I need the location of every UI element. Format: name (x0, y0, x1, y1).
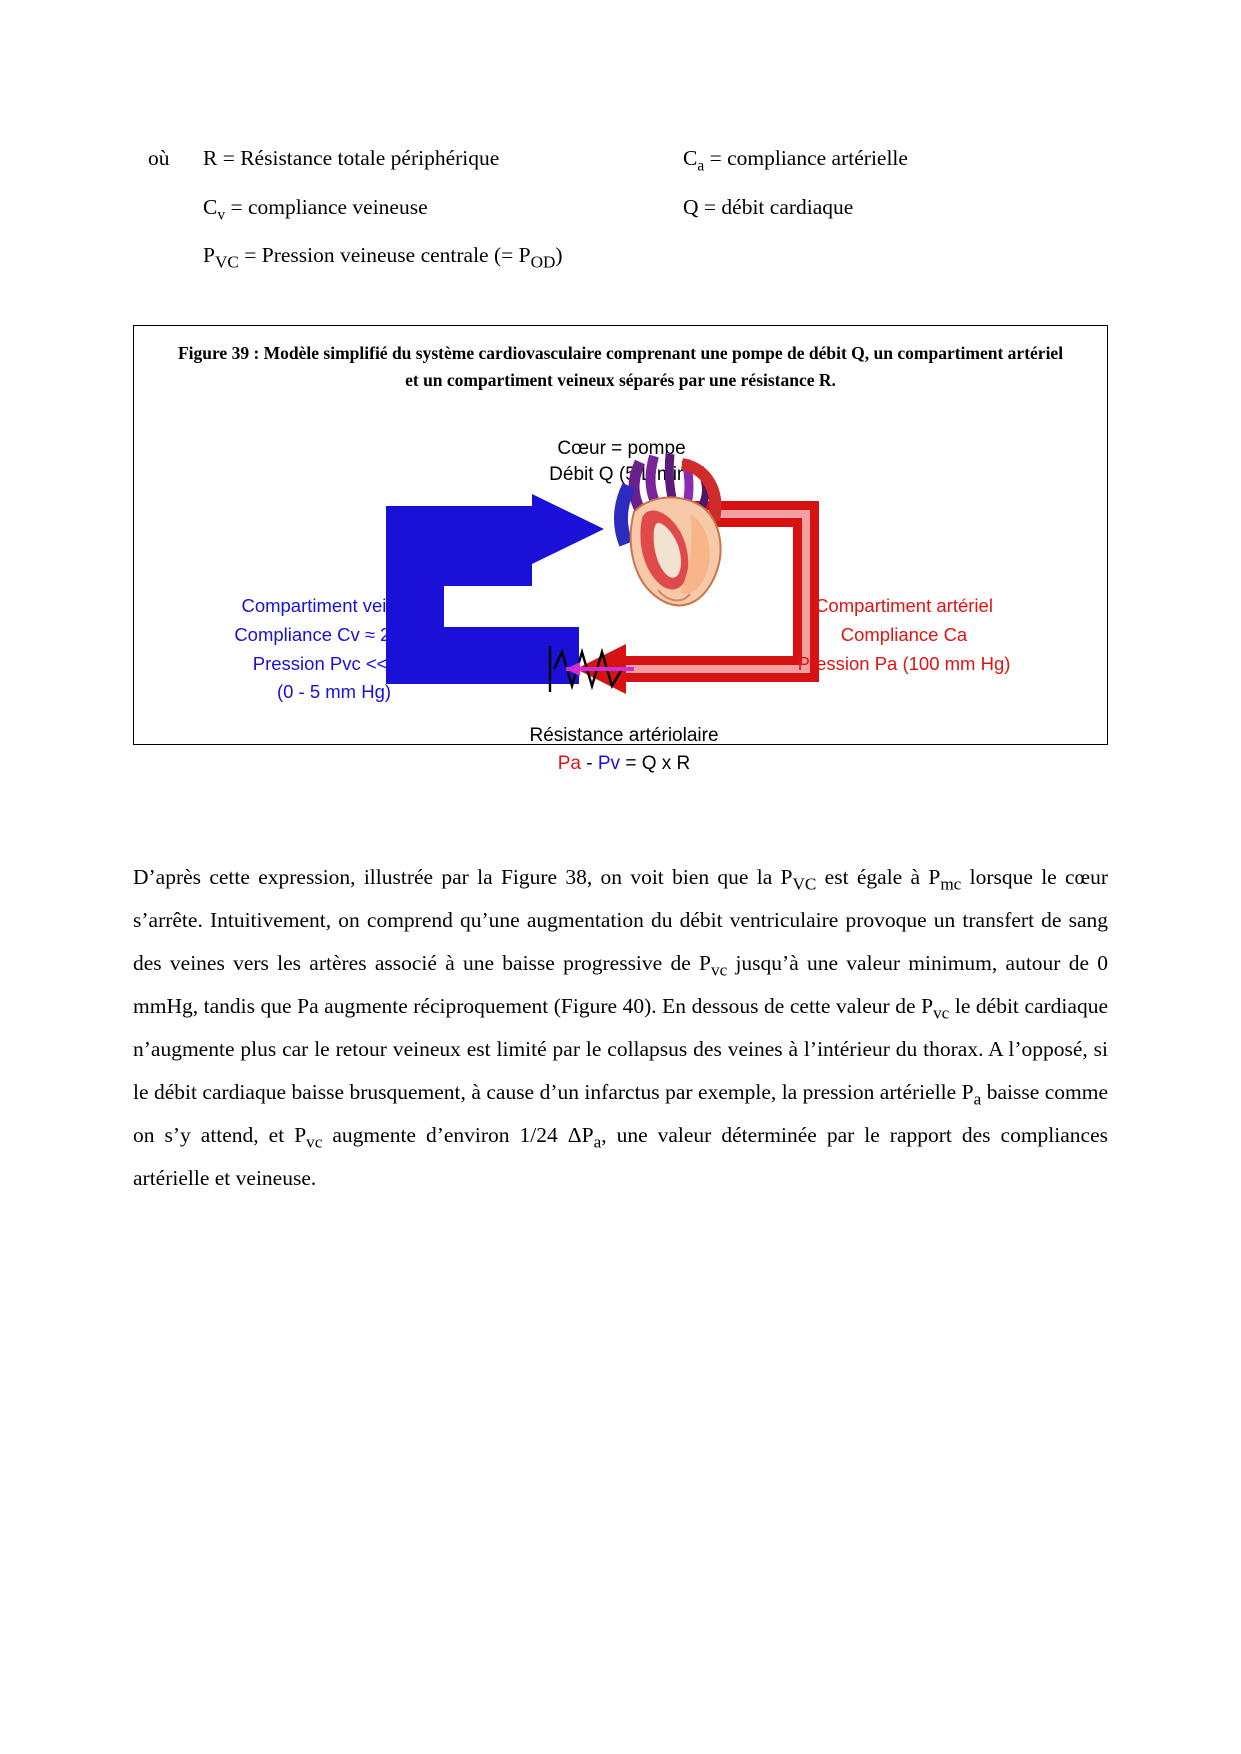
paragraph-sub-vc-1: VC (792, 874, 817, 894)
vena-cava (621, 486, 629, 544)
venous-label-line1: Compartiment veineux (241, 595, 427, 617)
definitions-lead: où (148, 146, 170, 170)
definitions-block (148, 148, 1108, 294)
arterial-label-line2: Compliance Ca (840, 623, 968, 645)
definition-pvc-symbol: P (203, 243, 215, 267)
figure-canvas (134, 394, 1109, 774)
paragraph-seg-7: augmente d’environ 1/24 ΔP (322, 1123, 594, 1147)
formula-pv: Pv (597, 752, 621, 774)
resistance-formula (414, 750, 834, 778)
paragraph-seg-8: , une valeur déterminée par le rapport des compliances artérielle et veineuse. (133, 1123, 1108, 1190)
venous-compartment-label (174, 592, 494, 707)
heart-pump-label-line2: Débit Q (5 L/min) (549, 463, 694, 485)
paragraph-seg-2: est égale à P (816, 865, 941, 889)
venous-top-bar (386, 506, 536, 552)
paragraph-sub-a-2: a (593, 1132, 602, 1152)
paragraph-sub-vc-3: vc (933, 1003, 950, 1023)
arterial-label-line3: Pression Pa (100 mm Hg) (797, 652, 1011, 674)
definition-ca-symbol: C (683, 146, 698, 170)
heart-illustration (621, 454, 721, 605)
definition-cv-text: = compliance veineuse (225, 194, 428, 219)
paragraph-seg-1: D’après cette expression, illustrée par la Figure 38, on voit bien que la P (133, 865, 793, 889)
definition-q-symbol: Q (683, 194, 699, 219)
figure-39 (133, 325, 1108, 774)
heart-pump-label-line1: Cœur = pompe (557, 438, 686, 460)
definition-cv-sub: v (217, 205, 226, 223)
vessel-purple-1 (634, 462, 640, 510)
definition-row-1 (148, 146, 1108, 175)
definition-row-2 (148, 194, 1108, 223)
paragraph-sub-vc-2: vc (710, 960, 728, 980)
venous-label-line3: Pression Pvc << Pa (252, 652, 416, 674)
paragraph-sub-vc-4: vc (306, 1132, 323, 1152)
venous-arrowhead (532, 494, 604, 564)
definition-pod-sub: OD (530, 252, 556, 272)
definition-pvc-sub: VC (214, 252, 239, 272)
formula-rest: = Q x R (620, 752, 691, 774)
paragraph-sub-mc: mc (940, 874, 962, 894)
definition-ca-sub: a (697, 157, 705, 175)
paragraph-seg-5: le débit cardiaque n’augmente plus car le retour veineux est limité par le collapsus des veines à l’intérieur du thorax. A l’opposé, si le débit cardiaque baisse brusquement, à cause d’un infarctus par exemple, la pression artérielle P (133, 994, 1108, 1104)
paragraph-sub-a-1: a (973, 1089, 982, 1109)
definition-ca (683, 146, 1108, 175)
definition-q-text: = débit cardiaque (698, 194, 854, 219)
definition-pvc-text: = Pression veineuse centrale (= P (238, 243, 531, 267)
paragraph-seg-6: baisse comme on s’y attend, et P (133, 1080, 1109, 1147)
arterial-compartment-label (734, 592, 1074, 678)
definition-ca-text: = compliance artérielle (704, 146, 908, 170)
definition-cv-symbol: C (203, 194, 218, 219)
definition-r (203, 148, 683, 170)
definition-q (683, 194, 1108, 219)
paragraph-seg-4: jusqu’à une valeur minimum, autour de 0 mmHg, tandis que Pa augmente réciproquement (Figure 40). En dessous de cette valeur de P (133, 951, 1109, 1018)
resistance-label (414, 722, 834, 777)
resistance-label-line1: Résistance artériolaire (529, 725, 719, 747)
definition-pvc-close: ) (555, 243, 563, 267)
definition-row-3 (148, 243, 1108, 272)
definition-pvc (203, 243, 563, 272)
arterial-label-line1: Compartiment artériel (815, 595, 993, 617)
definition-r-text: R = Résistance totale périphérique (203, 146, 500, 170)
venous-label-line4: (0 - 5 mm Hg) (276, 681, 392, 703)
body-paragraph (133, 856, 1108, 1200)
formula-pa: Pa (557, 752, 581, 774)
definition-cv (203, 194, 683, 223)
formula-dash: - (580, 752, 598, 774)
venous-label-line2: Compliance Cv ≈ 20xCa (234, 623, 434, 645)
figure-caption: Figure 39 : Modèle simplifié du système cardiovasculaire comprenant une pompe de débit Q, un compartiment artériel et un compartiment veineux séparés par une résistance R. (177, 343, 1064, 391)
paragraph-seg-3: lorsque le cœur s’arrête. Intuitivement, on comprend qu’une augmentation du débit ventriculaire provoque un transfert de sang des veines vers les artères associé à une baisse progressive de P (133, 865, 1108, 975)
